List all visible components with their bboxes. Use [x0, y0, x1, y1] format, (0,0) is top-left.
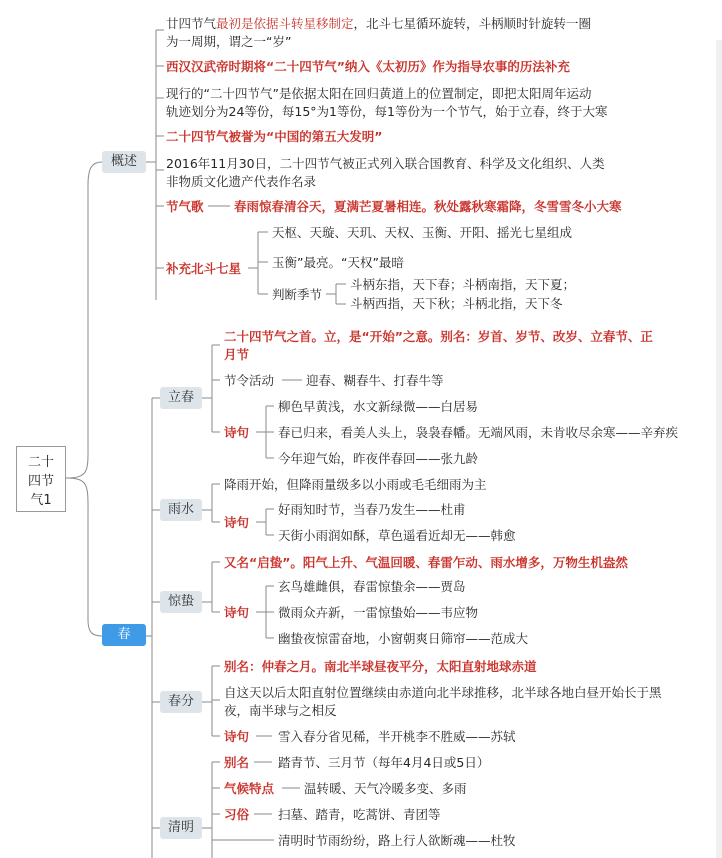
- root-label-line: 二十: [27, 455, 54, 470]
- jieqige-text: 春雨惊春清谷天，夏满芒夏暑相连。秋处露秋寒霜降，冬雪雪冬小大寒: [234, 199, 622, 214]
- beidou-label: 补充北斗七星: [166, 261, 242, 276]
- chunfen-node[interactable]: 春分: [160, 691, 202, 713]
- overview-item-1: [166, 14, 591, 33]
- spring-node[interactable]: 春: [102, 624, 146, 646]
- chunfen-detail-line1: 自这天以后太阳直射位置继续由赤道向北半球推移，北半球各地白昼开始长于黑: [224, 685, 662, 700]
- overview-item-5-line1: 2016年11月30日，二十四节气被正式列入联合国教育、科学及文化组织、人类: [166, 156, 605, 171]
- yushui-poem: 好雨知时节，当春乃发生——杜甫: [278, 502, 466, 517]
- lichun-poem: 春已归来，看美人头上，袅袅春幡。无端风雨，未肯收尽余寒——辛弃疾: [278, 425, 679, 440]
- qingming-climate-label: 气候特点: [224, 781, 275, 796]
- jingzhe-node[interactable]: 惊蛰: [160, 591, 202, 613]
- lichun-poem: 柳色早黄浅，水文新绿微——白居易: [278, 399, 479, 414]
- root-label-line: 四节: [27, 474, 54, 489]
- jingzhe-poem-label: 诗句: [224, 605, 250, 620]
- root-label-line: 气1: [30, 493, 52, 508]
- qingming-poem: 清明时节雨纷纷，路上行人欲断魂——杜牧: [278, 833, 516, 848]
- overview-item-1-line2: 为一周期，谓之一“岁”: [166, 34, 292, 49]
- chunfen-desc: 别名：仲春之月。南北半球昼夜平分，太阳直射地球赤道: [224, 659, 537, 674]
- overview-item-1-pre: 廿四节气: [166, 16, 217, 31]
- lichun-activity-label: 节令活动: [224, 373, 275, 388]
- jingzhe-desc: 又名“启蛰”。阳气上升、气温回暖、春雷乍动、雨水增多，万物生机盎然: [224, 555, 628, 570]
- jingzhe-poem: 微雨众卉新，一雷惊蛰始——韦应物: [278, 605, 479, 620]
- overview-item-2: 西汉汉武帝时期将“二十四节气”纳入《太初历》作为指导农事的历法补充: [166, 59, 570, 74]
- overview-item-5-line2: 非物质文化遗产代表作名录: [166, 174, 317, 189]
- lichun-poem-label: 诗句: [224, 425, 250, 440]
- chunfen-poem-label: 诗句: [224, 729, 250, 744]
- chunfen-poem: 雪入春分省见稀，半开桃李不胜威——苏轼: [278, 729, 516, 744]
- judge-season-line1: 斗柄东指，天下春；斗柄南指，天下夏；: [350, 277, 576, 292]
- judge-season-label: 判断季节: [272, 287, 323, 302]
- lichun-poem: 今年迎气始，昨夜伴春回——张九龄: [278, 451, 479, 466]
- root-node[interactable]: [16, 446, 66, 512]
- lichun-activity: 迎春、糊春牛、打春牛等: [306, 373, 444, 388]
- overview-item-1-post: ，北斗七星循环旋转，斗柄顺时针旋转一圈: [353, 16, 592, 31]
- jieqige-label: 节气歌: [166, 199, 204, 214]
- beidou-stars: 天枢、天璇、天玑、天权、玉衡、开阳、摇光七星组成: [272, 225, 573, 240]
- qingming-custom: 扫墓、踏青，吃蒿饼、青团等: [278, 807, 441, 822]
- overview-item-4: 二十四节气被誉为“中国的第五大发明”: [166, 129, 383, 144]
- lichun-desc-line1: 二十四节气之首。立，是“开始”之意。别名：岁首、岁节、改岁、立春节、正: [224, 329, 653, 344]
- lichun-desc-line2: 月节: [224, 347, 250, 362]
- chunfen-detail-line2: 夜，南半球与之相反: [224, 703, 337, 718]
- qingming-alias: 踏青节、三月节（每年4月4日或5日）: [278, 755, 490, 770]
- overview-node[interactable]: 概述: [102, 151, 146, 173]
- qingming-alias-label: 别名: [224, 755, 250, 770]
- qingming-node[interactable]: 清明: [160, 817, 202, 839]
- overview-item-1-highlight: 最初是依据斗转星移制定: [216, 16, 354, 31]
- overview-item-3-line1: 现行的“二十四节气”是依据太阳在回归黄道上的位置制定，即把太阳周年运动: [166, 86, 592, 101]
- scrollbar-track[interactable]: [716, 40, 722, 858]
- jingzhe-poem: 幽蛰夜惊雷奋地，小窗朝爽日筛帘——范成大: [278, 631, 529, 646]
- overview-item-3-line2: 轨迹划分为24等份，每15°为1等份，每1等份为一个节气，始于立春，终于大寒: [166, 104, 608, 119]
- lichun-node[interactable]: 立春: [160, 387, 202, 409]
- yushui-poem: 天街小雨润如酥，草色遥看近却无——韩愈: [278, 528, 516, 543]
- judge-season-line2: 斗柄西指，天下秋；斗柄北指，天下冬: [350, 296, 563, 311]
- qingming-climate: 温转暖、天气冷暖多变、多雨: [304, 781, 467, 796]
- yushui-node[interactable]: 雨水: [160, 499, 202, 521]
- yushui-desc: 降雨开始，但降雨量级多以小雨或毛毛细雨为主: [224, 477, 487, 492]
- qingming-custom-label: 习俗: [224, 807, 250, 822]
- jingzhe-poem: 玄鸟雄雌俱，春雷惊蛰余——贾岛: [278, 579, 466, 594]
- yushui-poem-label: 诗句: [224, 515, 250, 530]
- beidou-brightness: 玉衡”最亮。“天权”最暗: [272, 255, 404, 270]
